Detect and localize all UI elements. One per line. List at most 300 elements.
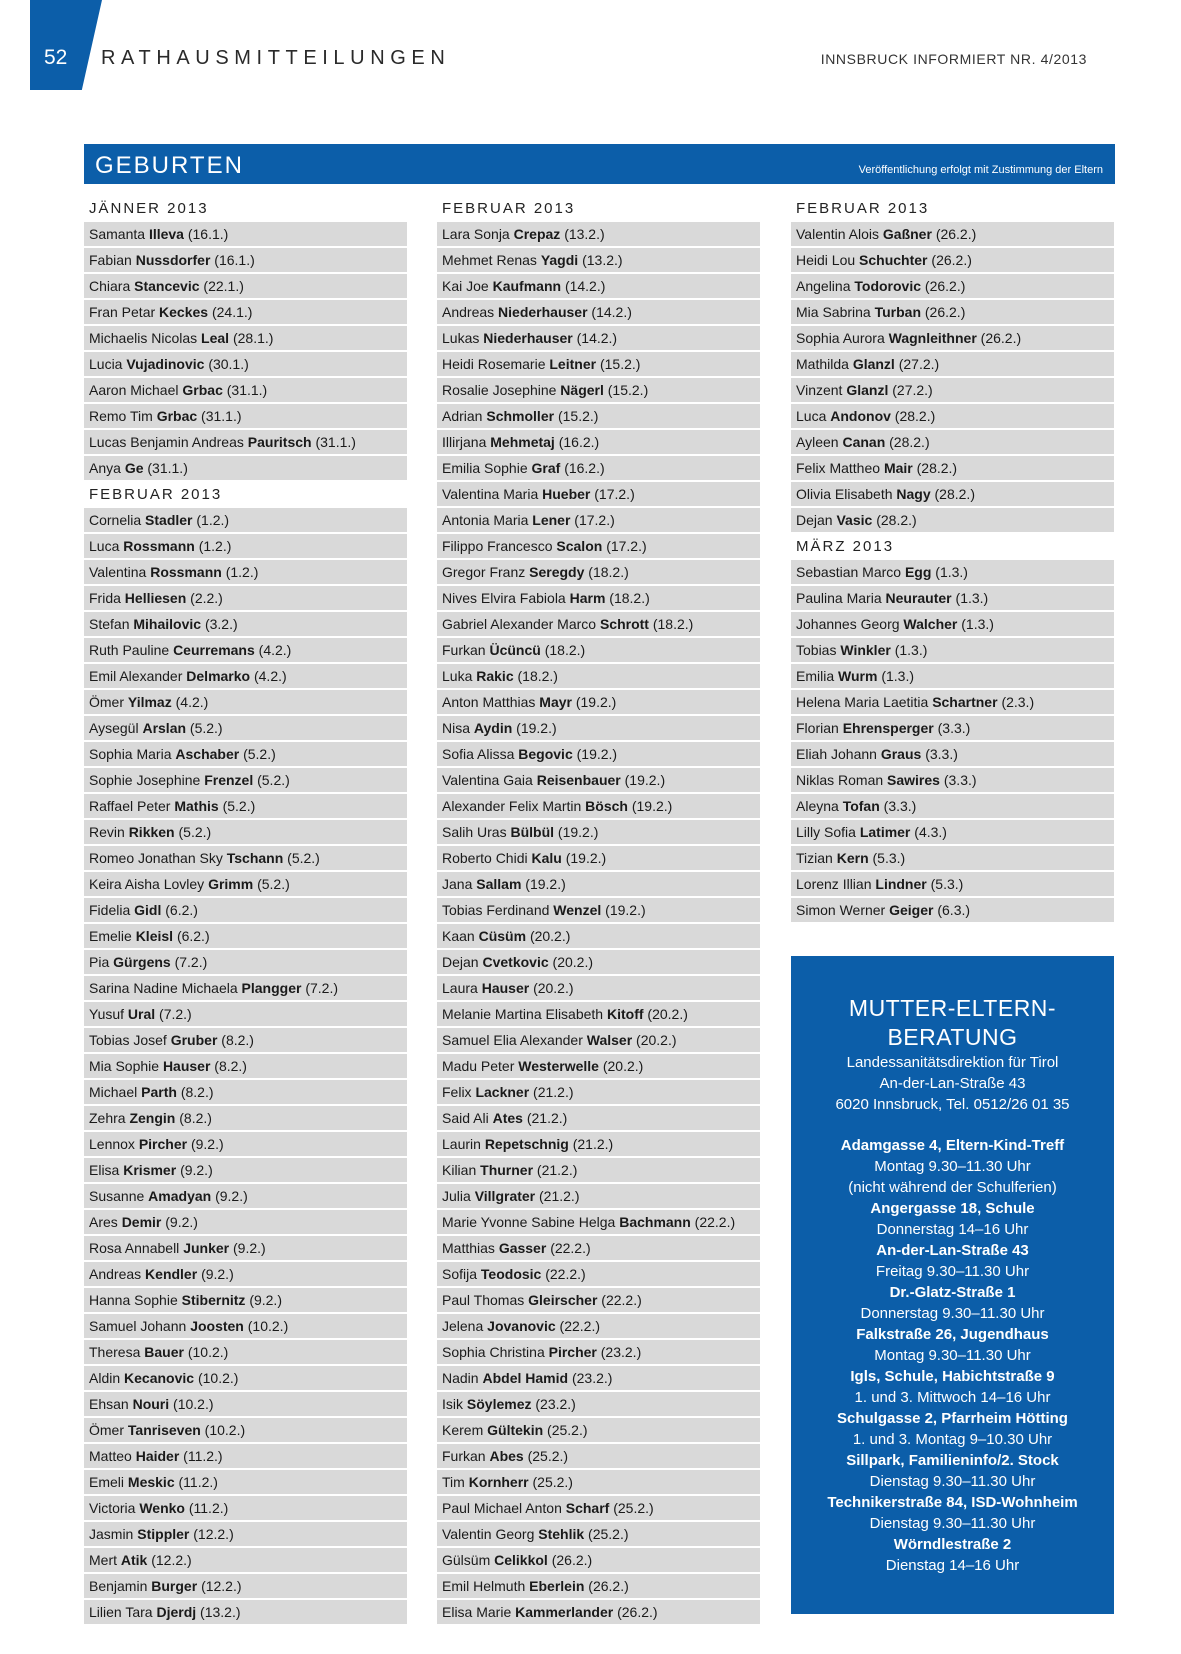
first-names: Yusuf bbox=[89, 1006, 125, 1022]
birth-date: (31.1.) bbox=[201, 408, 242, 424]
birth-entry bbox=[437, 1340, 760, 1364]
first-names: Emilia Sophie bbox=[442, 460, 528, 476]
surname: Joosten bbox=[190, 1318, 244, 1334]
first-names: Aleyna bbox=[796, 798, 839, 814]
first-names: Aysegül bbox=[89, 720, 139, 736]
first-names: Julia bbox=[442, 1188, 471, 1204]
first-names: Sofija bbox=[442, 1266, 478, 1282]
surname: Repetschnig bbox=[484, 1136, 569, 1152]
birth-entry bbox=[437, 352, 760, 376]
address-line: Landessanitätsdirektion für Tirol bbox=[846, 1054, 1059, 1071]
surname: Stibernitz bbox=[181, 1292, 246, 1308]
surname: Wurm bbox=[838, 668, 878, 684]
surname: Plangger bbox=[241, 980, 302, 996]
surname: Kalu bbox=[531, 850, 562, 866]
birth-date: (10.2.) bbox=[204, 1422, 246, 1438]
first-names: Olivia Elisabeth bbox=[796, 486, 893, 502]
first-names: Matthias bbox=[442, 1240, 495, 1256]
birth-date: (26.2.) bbox=[935, 226, 977, 242]
birth-entry bbox=[84, 976, 407, 1000]
first-names: Ömer bbox=[89, 1422, 124, 1438]
birth-date: (15.2.) bbox=[557, 408, 599, 424]
surname: Graus bbox=[880, 746, 922, 762]
birth-date: (15.2.) bbox=[599, 356, 641, 372]
birth-entry bbox=[437, 508, 760, 532]
first-names: Heidi Rosemarie bbox=[442, 356, 546, 372]
birth-entry bbox=[84, 352, 407, 376]
birth-entry bbox=[84, 300, 407, 324]
birth-date: (18.2.) bbox=[517, 668, 558, 684]
first-names: Lucas Benjamin Andreas bbox=[89, 434, 244, 450]
birth-entry bbox=[437, 378, 760, 402]
birth-entry bbox=[437, 1262, 760, 1286]
surname: Parth bbox=[141, 1084, 177, 1100]
first-names: Jelena bbox=[442, 1318, 484, 1334]
first-names: Tim bbox=[442, 1474, 465, 1490]
surname: Eberlein bbox=[529, 1578, 585, 1594]
birth-date: (4.2.) bbox=[175, 694, 209, 710]
surname: Begovic bbox=[518, 746, 573, 762]
surname: Cüsüm bbox=[478, 928, 527, 944]
surname: Bachmann bbox=[619, 1214, 691, 1230]
birth-date: (13.2.) bbox=[200, 1604, 241, 1620]
surname: Gleirscher bbox=[528, 1292, 598, 1308]
birth-entry bbox=[437, 482, 760, 506]
first-names: Emilia bbox=[796, 668, 835, 684]
birth-entry bbox=[791, 716, 1114, 740]
birth-entry bbox=[437, 1366, 760, 1390]
first-names: Fran Petar bbox=[89, 304, 156, 320]
first-names: Keira Aisha Lovley bbox=[89, 876, 205, 892]
birth-date: (5.2.) bbox=[178, 824, 212, 840]
location-name: Igls, Schule, Habichtstraße 9 bbox=[850, 1368, 1055, 1385]
birth-entry bbox=[437, 300, 760, 324]
first-names: Samuel Elia Alexander bbox=[442, 1032, 583, 1048]
first-names: Chiara bbox=[89, 278, 131, 294]
month-heading: FEBRUAR 2013 bbox=[791, 196, 1114, 222]
birth-date: (6.2.) bbox=[176, 928, 210, 944]
first-names: Luca bbox=[796, 408, 827, 424]
surname: Lackner bbox=[475, 1084, 530, 1100]
first-names: Madu Peter bbox=[442, 1058, 515, 1074]
surname: Gruber bbox=[170, 1032, 218, 1048]
birth-date: (3.3.) bbox=[937, 720, 971, 736]
first-names: Tobias Josef bbox=[89, 1032, 167, 1048]
first-names: Samuel Johann bbox=[89, 1318, 187, 1334]
surname: Ural bbox=[127, 1006, 156, 1022]
birth-entry bbox=[84, 508, 407, 532]
month-heading: FEBRUAR 2013 bbox=[84, 482, 407, 508]
location-name: Dr.-Glatz-Straße 1 bbox=[889, 1284, 1016, 1301]
surname: Bauer bbox=[144, 1344, 184, 1360]
address-line: 6020 Innsbruck, Tel. 0512/26 01 35 bbox=[835, 1096, 1070, 1113]
surname: Djerdj bbox=[156, 1604, 197, 1620]
surname: Westerwelle bbox=[518, 1058, 599, 1074]
surname: Delmarko bbox=[186, 668, 251, 684]
first-names: Lukas bbox=[442, 330, 480, 346]
first-names: Zehra bbox=[89, 1110, 126, 1126]
birth-date: (8.2.) bbox=[221, 1032, 254, 1048]
birth-date: (19.2.) bbox=[576, 746, 618, 762]
first-names: Stefan bbox=[89, 616, 130, 632]
first-names: Emeli bbox=[89, 1474, 125, 1490]
first-names: Samanta bbox=[89, 226, 146, 242]
birth-entry bbox=[791, 794, 1114, 818]
first-names: Mehmet Renas bbox=[442, 252, 537, 268]
first-names: Roberto Chidi bbox=[442, 850, 528, 866]
birth-entry bbox=[84, 768, 407, 792]
surname: Kornherr bbox=[468, 1474, 529, 1490]
birth-entry bbox=[84, 1418, 407, 1442]
surname: Bülbül bbox=[510, 824, 555, 840]
birth-entry bbox=[84, 690, 407, 714]
first-names: Susanne bbox=[89, 1188, 145, 1204]
birth-date: (18.2.) bbox=[588, 564, 629, 580]
surname: Rossmann bbox=[150, 564, 222, 580]
birth-date: (12.2.) bbox=[193, 1526, 234, 1542]
surname: Nussdorfer bbox=[135, 252, 211, 268]
birth-entry bbox=[84, 1444, 407, 1468]
surname: Thurner bbox=[480, 1162, 534, 1178]
first-names: Salih Uras bbox=[442, 824, 507, 840]
first-names: Raffael Peter bbox=[89, 798, 171, 814]
surname: Hauser bbox=[162, 1058, 211, 1074]
birth-date: (9.2.) bbox=[190, 1136, 224, 1152]
birth-date: (20.2.) bbox=[533, 980, 574, 996]
first-names: Lilly Sofia bbox=[796, 824, 856, 840]
birth-date: (9.2.) bbox=[233, 1240, 266, 1256]
surname: Aschaber bbox=[175, 746, 240, 762]
first-names: Dejan bbox=[442, 954, 479, 970]
birth-date: (5.2.) bbox=[257, 876, 290, 892]
birth-entry bbox=[437, 586, 760, 610]
first-names: Paulina Maria bbox=[796, 590, 882, 606]
surname: Wenzel bbox=[553, 902, 602, 918]
birth-date: (5.2.) bbox=[243, 746, 276, 762]
first-names: Melanie Martina Elisabeth bbox=[442, 1006, 604, 1022]
surname: Glanzl bbox=[846, 382, 889, 398]
surname: Niederhauser bbox=[498, 304, 588, 320]
first-names: Valentin Georg bbox=[442, 1526, 535, 1542]
first-names: Anya bbox=[89, 460, 121, 476]
birth-entry bbox=[437, 898, 760, 922]
surname: Scalon bbox=[556, 538, 603, 554]
birth-entry bbox=[84, 248, 407, 272]
address-line: An-der-Lan-Straße 43 bbox=[879, 1075, 1026, 1092]
first-names: Emil Helmuth bbox=[442, 1578, 526, 1594]
births-column-3 bbox=[791, 196, 1114, 924]
birth-date: (26.2.) bbox=[551, 1552, 593, 1568]
surname: Mathis bbox=[174, 798, 219, 814]
birth-date: (26.2.) bbox=[617, 1604, 658, 1620]
birth-date: (20.2.) bbox=[602, 1058, 644, 1074]
location-hours: Dienstag 9.30–11.30 Uhr bbox=[869, 1473, 1036, 1490]
birth-date: (8.2.) bbox=[179, 1110, 212, 1126]
surname: Keckes bbox=[159, 304, 209, 320]
surname: Nägerl bbox=[560, 382, 604, 398]
birth-entry bbox=[791, 612, 1114, 636]
birth-date: (18.2.) bbox=[609, 590, 650, 606]
surname: Kitoff bbox=[606, 1006, 644, 1022]
surname: Mehmetaj bbox=[490, 434, 555, 450]
section-title: RATHAUSMITTEILUNGEN bbox=[101, 47, 451, 69]
birth-date: (4.3.) bbox=[914, 824, 947, 840]
birth-date: (10.2.) bbox=[197, 1370, 239, 1386]
surname: Mayr bbox=[539, 694, 572, 710]
birth-date: (28.2.) bbox=[916, 460, 958, 476]
birth-entry bbox=[437, 326, 760, 350]
birth-date: (3.3.) bbox=[925, 746, 958, 762]
birth-date: (16.1.) bbox=[187, 226, 229, 242]
birth-date: (15.2.) bbox=[607, 382, 649, 398]
surname: Mair bbox=[883, 460, 913, 476]
birth-entry bbox=[84, 716, 407, 740]
location-name: Angergasse 18, Schule bbox=[870, 1200, 1035, 1217]
month-heading: FEBRUAR 2013 bbox=[437, 196, 760, 222]
surname: Wenko bbox=[139, 1500, 185, 1516]
birth-date: (16.2.) bbox=[558, 434, 600, 450]
birth-entry bbox=[437, 1444, 760, 1468]
first-names: Romeo Jonathan Sky bbox=[89, 850, 223, 866]
birth-entry bbox=[437, 1496, 760, 1520]
birth-date: (22.1.) bbox=[203, 278, 244, 294]
birth-date: (25.2.) bbox=[588, 1526, 629, 1542]
surname: Gürgens bbox=[113, 954, 171, 970]
first-names: Ömer bbox=[89, 694, 124, 710]
birth-date: (28.2.) bbox=[934, 486, 975, 502]
first-names: Valentina Maria bbox=[442, 486, 539, 502]
surname: Stehlik bbox=[538, 1526, 585, 1542]
surname: Mihailovic bbox=[133, 616, 202, 632]
first-names: Lilien Tara bbox=[89, 1604, 153, 1620]
first-names: Sarina Nadine Michaela bbox=[89, 980, 238, 996]
surname: Graf bbox=[531, 460, 561, 476]
first-names: Helena Maria Laetitia bbox=[796, 694, 929, 710]
surname: Arslan bbox=[142, 720, 187, 736]
month-heading: JÄNNER 2013 bbox=[84, 196, 407, 222]
surname: Söylemez bbox=[466, 1396, 532, 1412]
birth-date: (21.2.) bbox=[533, 1084, 574, 1100]
birth-entry bbox=[437, 638, 760, 662]
surname: Yilmaz bbox=[127, 694, 172, 710]
birth-date: (2.3.) bbox=[1001, 694, 1035, 710]
birth-date: (17.2.) bbox=[606, 538, 647, 554]
first-names: Frida bbox=[89, 590, 121, 606]
birth-date: (25.2.) bbox=[527, 1448, 569, 1464]
first-names: Filippo Francesco bbox=[442, 538, 553, 554]
birth-entry bbox=[437, 1548, 760, 1572]
surname: Aydin bbox=[473, 720, 513, 736]
first-names: Anton Matthias bbox=[442, 694, 536, 710]
births-column-1 bbox=[84, 196, 407, 1626]
first-names: Ares bbox=[89, 1214, 118, 1230]
surname: Egg bbox=[904, 564, 932, 580]
birth-entry bbox=[437, 1184, 760, 1208]
birth-date: (19.2.) bbox=[525, 876, 566, 892]
birth-entry bbox=[791, 638, 1114, 662]
birth-entry bbox=[791, 404, 1114, 428]
first-names: Michaelis Nicolas bbox=[89, 330, 198, 346]
surname: Schuchter bbox=[859, 252, 928, 268]
first-names: Revin bbox=[89, 824, 125, 840]
birth-date: (9.2.) bbox=[215, 1188, 248, 1204]
birth-date: (13.2.) bbox=[564, 226, 605, 242]
first-names: Marie Yvonne Sabine Helga bbox=[442, 1214, 616, 1230]
birth-entry bbox=[437, 248, 760, 272]
surname: Seregdy bbox=[529, 564, 585, 580]
birth-entry bbox=[84, 1210, 407, 1234]
surname: Gaßner bbox=[882, 226, 932, 242]
location-hours: Dienstag 9.30–11.30 Uhr bbox=[869, 1515, 1036, 1532]
birth-entry bbox=[437, 976, 760, 1000]
first-names: Lennox bbox=[89, 1136, 135, 1152]
first-names: Paul Michael Anton bbox=[442, 1500, 562, 1516]
birth-entry bbox=[84, 1600, 407, 1624]
birth-entry bbox=[437, 820, 760, 844]
first-names: Paul Thomas bbox=[442, 1292, 525, 1308]
birth-entry bbox=[791, 430, 1114, 454]
birth-date: (3.3.) bbox=[943, 772, 977, 788]
surname: Stippler bbox=[137, 1526, 190, 1542]
surname: Crepaz bbox=[513, 226, 561, 242]
birth-entry bbox=[791, 274, 1114, 298]
first-names: Lucia bbox=[89, 356, 123, 372]
surname: Junker bbox=[183, 1240, 230, 1256]
first-names: Alexander Felix Martin bbox=[442, 798, 582, 814]
first-names: Luca bbox=[89, 538, 120, 554]
birth-date: (6.3.) bbox=[937, 902, 971, 918]
birth-date: (19.2.) bbox=[575, 694, 617, 710]
birth-entry bbox=[437, 690, 760, 714]
birth-entry bbox=[791, 482, 1114, 506]
birth-entry bbox=[84, 1184, 407, 1208]
first-names: Felix bbox=[442, 1084, 472, 1100]
birth-entry bbox=[437, 612, 760, 636]
birth-entry bbox=[84, 1158, 407, 1182]
first-names: Sofia Alissa bbox=[442, 746, 515, 762]
birth-entry bbox=[84, 1262, 407, 1286]
first-names: Luka bbox=[442, 668, 473, 684]
surname: Lindner bbox=[875, 876, 927, 892]
birth-entry bbox=[84, 950, 407, 974]
surname: Tschann bbox=[226, 850, 284, 866]
surname: Cvetkovic bbox=[482, 954, 549, 970]
first-names: Florian bbox=[796, 720, 839, 736]
birth-date: (1.2.) bbox=[196, 512, 230, 528]
birth-entry bbox=[791, 820, 1114, 844]
birth-entry bbox=[84, 664, 407, 688]
first-names: Jana bbox=[442, 876, 473, 892]
first-names: Mathilda bbox=[796, 356, 849, 372]
counseling-locations bbox=[791, 1135, 1114, 1576]
first-names: Gülsüm bbox=[442, 1552, 491, 1568]
birth-date: (12.2.) bbox=[151, 1552, 192, 1568]
births-title-bar bbox=[84, 144, 1115, 184]
birth-date: (26.2.) bbox=[980, 330, 1022, 346]
surname: Teodosic bbox=[480, 1266, 542, 1282]
surname: Hueber bbox=[542, 486, 591, 502]
counseling-title-line-2: BERATUNG bbox=[887, 1024, 1018, 1050]
first-names: Simon Werner bbox=[796, 902, 886, 918]
birth-entry bbox=[437, 1574, 760, 1598]
first-names: Valentin Alois bbox=[796, 226, 880, 242]
birth-entry bbox=[84, 1132, 407, 1156]
first-names: Tobias Ferdinand bbox=[442, 902, 550, 918]
first-names: Mia Sabrina bbox=[796, 304, 871, 320]
birth-entry bbox=[791, 898, 1114, 922]
first-names: Heidi Lou bbox=[796, 252, 856, 268]
births-title: GEBURTEN bbox=[95, 152, 244, 179]
birth-date: (23.2.) bbox=[535, 1396, 576, 1412]
surname: Krismer bbox=[123, 1162, 177, 1178]
surname: Canan bbox=[842, 434, 886, 450]
birth-entry bbox=[437, 1158, 760, 1182]
birth-entry bbox=[791, 300, 1114, 324]
birth-date: (1.3.) bbox=[935, 564, 968, 580]
first-names: Sophia Aurora bbox=[796, 330, 885, 346]
birth-date: (27.2.) bbox=[892, 382, 933, 398]
location-hours: Freitag 9.30–11.30 Uhr bbox=[875, 1263, 1030, 1280]
birth-date: (13.2.) bbox=[582, 252, 623, 268]
location-name: An-der-Lan-Straße 43 bbox=[876, 1242, 1029, 1259]
birth-date: (9.2.) bbox=[165, 1214, 198, 1230]
surname: Hauser bbox=[481, 980, 530, 996]
birth-date: (1.2.) bbox=[225, 564, 259, 580]
surname: Latimer bbox=[859, 824, 911, 840]
first-names: Lorenz Illian bbox=[796, 876, 872, 892]
first-names: Angelina bbox=[796, 278, 851, 294]
location-hours: 1. und 3. Montag 9–10.30 Uhr bbox=[852, 1431, 1053, 1448]
birth-entry bbox=[84, 1548, 407, 1572]
surname: Turban bbox=[874, 304, 921, 320]
birth-date: (30.1.) bbox=[208, 356, 249, 372]
issue-label: INNSBRUCK INFORMIERT NR. 4/2013 bbox=[820, 51, 1087, 67]
location-hours: 1. und 3. Mittwoch 14–16 Uhr bbox=[854, 1389, 1051, 1406]
surname: Glanzl bbox=[852, 356, 895, 372]
counseling-title bbox=[791, 994, 1114, 1052]
surname: Wagnleithner bbox=[888, 330, 977, 346]
surname: Schrott bbox=[599, 616, 649, 632]
first-names: Sophia Maria bbox=[89, 746, 172, 762]
birth-entry bbox=[437, 924, 760, 948]
birth-date: (17.2.) bbox=[594, 486, 635, 502]
birth-entry bbox=[84, 586, 407, 610]
surname: Ceurremans bbox=[173, 642, 255, 658]
birth-date: (20.2.) bbox=[529, 928, 571, 944]
birth-entry bbox=[791, 768, 1114, 792]
birth-entry bbox=[84, 1314, 407, 1338]
birth-date: (21.2.) bbox=[536, 1162, 578, 1178]
birth-entry bbox=[84, 820, 407, 844]
birth-date: (26.2.) bbox=[924, 278, 966, 294]
surname: Geiger bbox=[889, 902, 934, 918]
surname: Sawires bbox=[887, 772, 940, 788]
birth-date: (20.2.) bbox=[647, 1006, 688, 1022]
surname: Ates bbox=[492, 1110, 523, 1126]
first-names: Gabriel Alexander Marco bbox=[442, 616, 597, 632]
birth-entry bbox=[791, 586, 1114, 610]
first-names: Eliah Johann bbox=[796, 746, 877, 762]
surname: Rossmann bbox=[123, 538, 195, 554]
birth-date: (11.2.) bbox=[178, 1474, 218, 1490]
surname: Grbac bbox=[156, 408, 198, 424]
birth-date: (22.2.) bbox=[550, 1240, 591, 1256]
birth-entry bbox=[437, 846, 760, 870]
first-names: Emil Alexander bbox=[89, 668, 183, 684]
first-names: Kaan bbox=[442, 928, 475, 944]
birth-date: (28.2.) bbox=[889, 434, 930, 450]
location-name: Adamgasse 4, Eltern-Kind-Treff bbox=[840, 1137, 1065, 1154]
